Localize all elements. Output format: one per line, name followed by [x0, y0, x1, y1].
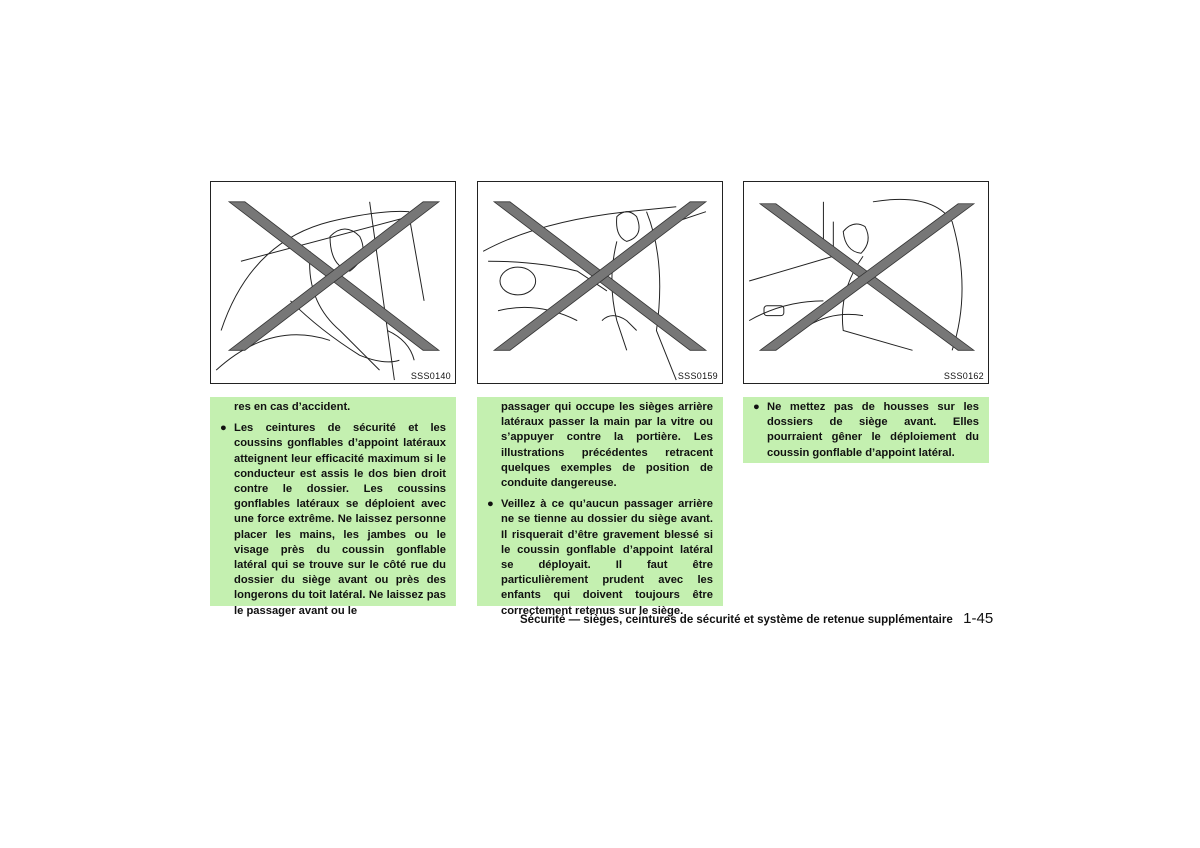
car-seat-illustration-1	[211, 182, 455, 383]
car-seat-illustration-3	[744, 182, 988, 383]
page-footer	[520, 610, 993, 628]
section-title: Sécurité — sièges, ceintures de sécurité et système de retenue supplémentaire	[520, 614, 953, 626]
bullet-text: Les ceintures de sécurité et les coussins gonflables d’appoint latéraux atteignent leur efficacité maximum si le conducteur est assis le dos bien droit contre le dossier. Les coussins gonflables latéraux se déploient avec une force extrême. Ne laissez personne placer les mains, les jambes ou le visage près du coussin gonflable latéral qui se trouve sur le côté rue du dossier du siège avant ou près des longerons du toit latéral. Ne laissez pas le passager avant ou le	[234, 422, 446, 617]
figure-code: SSS0159	[677, 371, 718, 381]
bullet-text: Veillez à ce qu’aucun passager arrière ne se tienne au dossier du siège avant. Il risquerait d’être gravement blessé si le coussin gonflable d’appoint latéral se déployait. Il faut être particulièrement prudent avec les enfants qui doivent toujours être correctement retenus sur le siège.	[501, 498, 713, 617]
text-column-2	[477, 397, 723, 617]
continued-paragraph: res en cas d’accident.	[234, 401, 351, 413]
bullet-item	[487, 497, 713, 619]
figure-sss0159	[477, 181, 723, 384]
prohibition-cross	[494, 202, 706, 351]
bullet-dot-icon: ●	[753, 401, 760, 413]
continued-paragraph: passager qui occupe les sièges arrière latéraux passer la main par la vitre ou s’appuyer contre la portière. Les illustrations précédentes retracent quelques exemples de position de conduite dangereuse.	[501, 401, 713, 490]
prohibition-cross	[229, 202, 439, 351]
text-column-1	[210, 397, 456, 617]
bullet-dot-icon: ●	[220, 422, 227, 435]
bullet-item	[753, 400, 979, 461]
page-number: 1-45	[963, 610, 994, 627]
bullet-item	[220, 421, 446, 619]
figure-code: SSS0162	[943, 371, 984, 381]
figure-sss0140	[210, 181, 456, 384]
bullet-dot-icon: ●	[487, 498, 494, 511]
prohibition-cross	[760, 204, 974, 351]
figure-sss0162	[743, 181, 989, 384]
figure-code: SSS0140	[410, 371, 451, 381]
bullet-text: Ne mettez pas de housses sur les dossiers de siège avant. Elles pourraient gêner le déploiement du coussin gonflable d’appoint latéral.	[767, 401, 979, 459]
text-column-3	[743, 397, 989, 463]
car-seat-illustration-2	[478, 182, 722, 383]
